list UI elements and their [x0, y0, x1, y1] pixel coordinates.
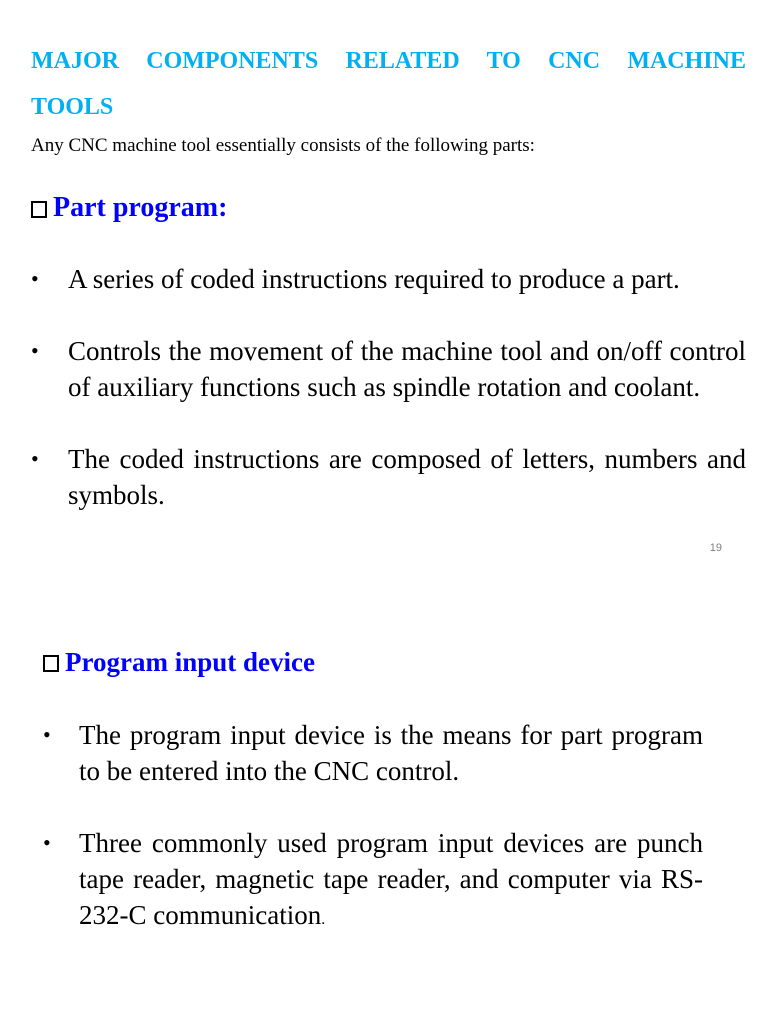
bullet-icon: • [43, 830, 51, 855]
list-item [31, 333, 746, 405]
checkbox-bullet-icon [31, 201, 47, 218]
title-line-1: MAJOR COMPONENTS RELATED TO CNC MACHINE [31, 48, 746, 74]
list-item [43, 825, 703, 938]
section-heading-text: Program input device [65, 647, 315, 677]
checkbox-bullet-icon [43, 655, 59, 672]
bullet-list-program-input [43, 717, 703, 938]
intro-text: Any CNC machine tool essentially consists of the following parts: [31, 135, 535, 156]
list-item [31, 261, 746, 297]
list-item-text: Three commonly used program input devices are punch tape reader, magnetic tape reader, and computer via RS-232-C communication [79, 828, 703, 930]
section-heading-program-input [43, 644, 315, 680]
title-line-2: TOOLS [31, 94, 114, 120]
list-item-text: The program input device is the means for part program to be entered into the CNC control. [79, 720, 703, 786]
trailing-period: . [321, 911, 326, 928]
bullet-icon: • [43, 722, 51, 747]
bullet-list-part-program [31, 261, 746, 513]
page-title [31, 38, 746, 130]
list-item-text: A series of coded instructions required to produce a part. [68, 264, 680, 294]
list-item-text: The coded instructions are composed of letters, numbers and symbols. [68, 444, 746, 510]
page-number: 19 [709, 542, 722, 554]
section-heading-text: Part program: [53, 192, 228, 223]
bullet-icon: • [31, 338, 39, 363]
slide-program-input-device [0, 580, 768, 1024]
bullet-icon: • [31, 266, 39, 291]
list-item-text: Controls the movement of the machine tool and on/off control of auxiliary functions such as spindle rotation and coolant. [68, 336, 746, 402]
list-item [43, 717, 703, 789]
bullet-icon: • [31, 446, 39, 471]
list-item [31, 441, 746, 513]
section-heading-part-program [31, 190, 227, 226]
